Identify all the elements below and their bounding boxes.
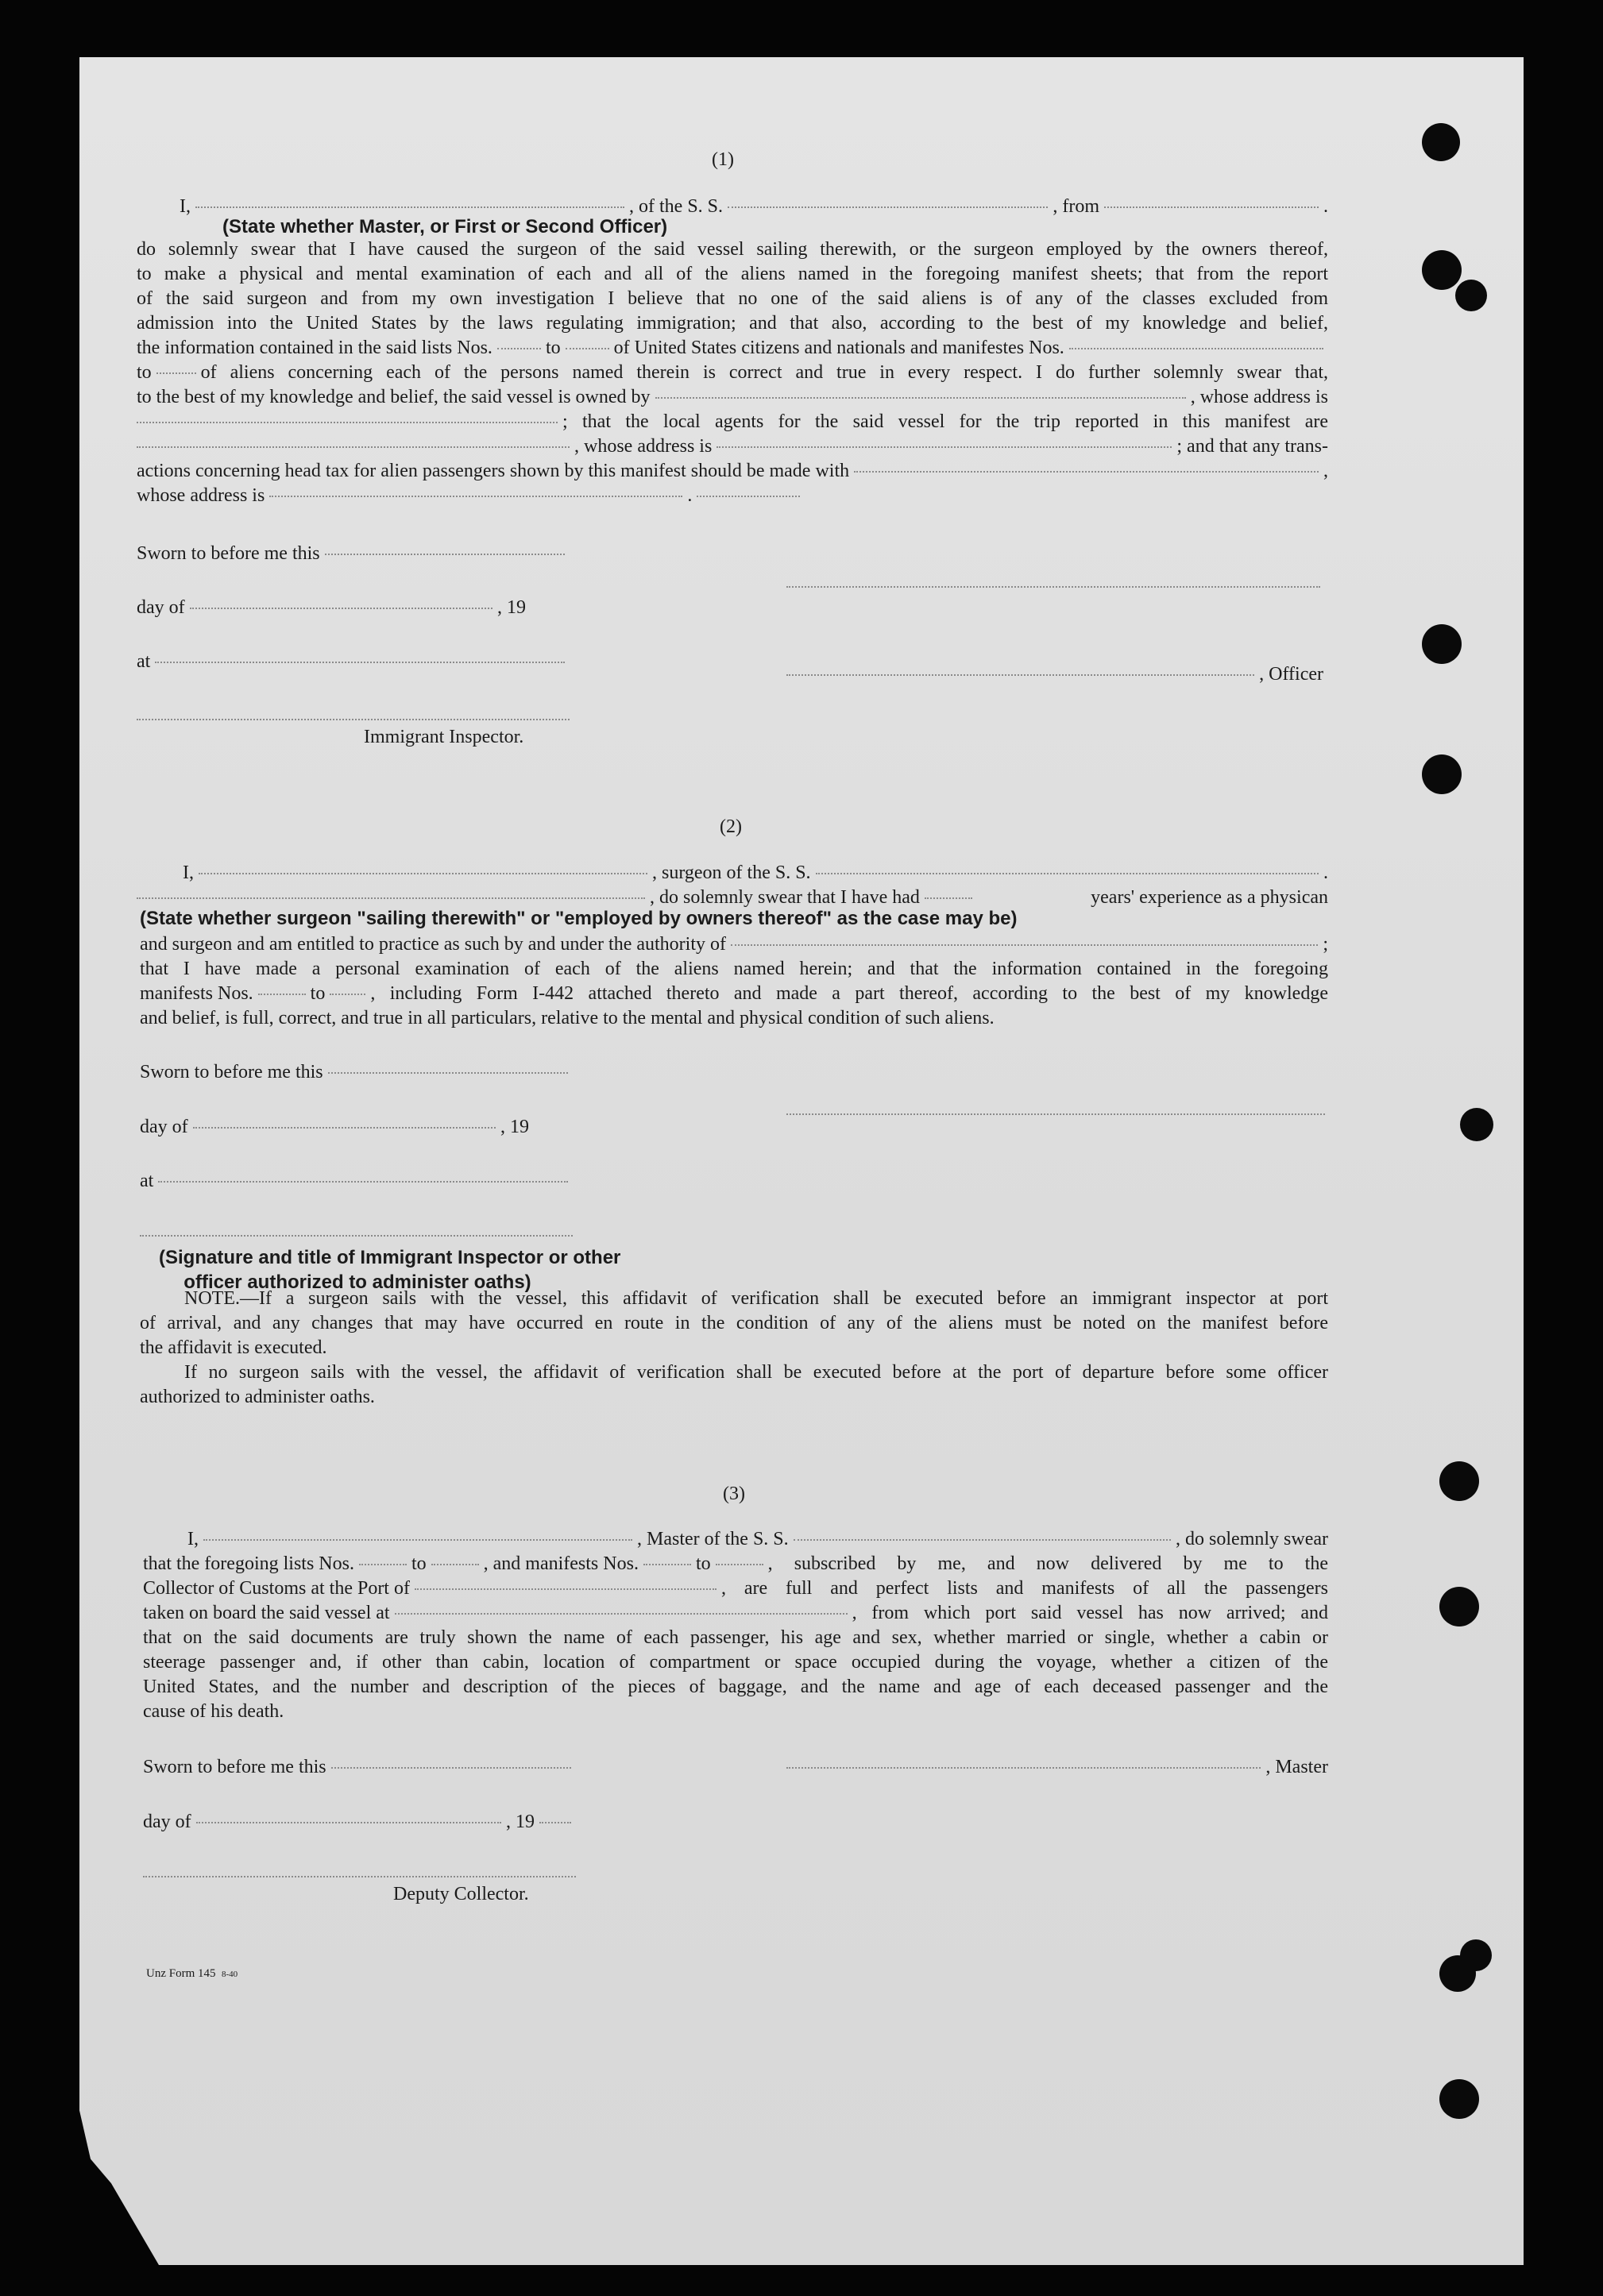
years-experience-field[interactable] [925,897,972,899]
surgeon-experience-line: , do solemnly swear that I have had years' experience as a physican [137,886,1328,910]
master-manifests-to-field[interactable] [716,1564,763,1565]
month-field[interactable] [196,1822,501,1823]
officer-note: (State whether Master, or First or Second Officer) [222,216,668,237]
from-label: , from [1053,196,1099,217]
form-id: Unz Form 145 8-40 [146,1967,238,1980]
port-of-field[interactable] [415,1588,717,1590]
punch-hole [1422,754,1462,794]
master-manifests-from-field[interactable] [643,1564,691,1565]
place-field[interactable] [158,1181,568,1183]
signature-line[interactable] [786,1113,1325,1115]
inspector-caption: Immigrant Inspector. [364,727,524,747]
surgeon-manifest-to-field[interactable] [330,994,365,995]
sworn-line: Sworn to before me this [143,1755,576,1780]
punch-hole [1439,1461,1479,1501]
month-field[interactable] [193,1127,496,1129]
punch-hole [1439,2079,1479,2119]
head-tax-contact-field[interactable] [854,471,1319,473]
punch-hole [1439,1587,1479,1626]
punch-hole [1422,123,1460,161]
manifests-to-field[interactable] [156,372,196,374]
of-ss-label: , of the S. S. [629,196,724,217]
sworn-day-field[interactable] [331,1767,571,1769]
owner-address-field[interactable] [137,422,558,423]
sworn-day-field[interactable] [325,554,565,555]
punch-hole [1422,250,1462,290]
day-of-line: day of , 19 [140,1117,529,1137]
signature-line[interactable] [786,586,1320,588]
punch-hole [1455,280,1487,311]
master-signature-line: , Master [786,1755,1328,1780]
note-paragraph: NOTE.—If a surgeon sails with the vessel, this affidavit of verification shall be executed before an immigrant inspector at port of arrival, and any changes that may have occurred en route in the condition of any of the aliens must be noted on the manifest before the affidavit is executed. If no surgeon sails with the vessel, the affidavit of verification shall be executed before at the port of departure before some officer authorized to administer oaths. [140,1288,1328,1407]
officer-signature-line: , Officer [786,662,1323,687]
sworn-line: Sworn to before me this [137,542,570,566]
officer-title-field[interactable] [195,206,624,208]
deputy-signature-line[interactable] [143,1876,576,1877]
deputy-caption: Deputy Collector. [393,1884,529,1904]
lists-to-field[interactable] [566,348,609,349]
manifests-from-field[interactable] [1069,348,1323,349]
day-of-line: day of , 19 [137,597,526,618]
month-field[interactable] [190,608,492,609]
surgeon-status-field[interactable] [137,897,645,899]
surgeon-line: I, , surgeon of the S. S. . [183,862,1328,883]
lists-from-field[interactable] [497,348,541,349]
head-tax-address-field[interactable] [269,496,682,497]
authority-field[interactable] [731,944,1318,946]
owner-field[interactable] [655,397,1186,399]
day-of-line: day of , 19 [143,1810,576,1835]
punch-hole [1422,624,1462,664]
surgeon-name-field[interactable] [199,873,647,874]
section2-paragraph: and surgeon and am entitled to practice as such by and under the authority of ; that I have made a personal examination of each of the aliens named herein; and that the information contained in the foregoing manifests Nos. to , including Form I-442 attached thereto and made a part thereof, according to the best of my knowledge and belief, is full, correct, and true in all particulars, relative to the mental and physical condition of such aliens. [140,934,1328,1028]
section1-paragraph: do solemnly swear that I have caused the surgeon of the said vessel sailing therewith, or the surgeon employed by the owners thereof, to make a physical and mental examination of each and all of the aliens named in the foregoing manifest sheets; that from the report of the said surgeon and from my own investigation I believe that no one of the said aliens is of any of the classes excluded from admission into the United States by the laws regulating immigration; and that also, according to the best of my knowledge and belief, the information contained in the said lists Nos. to of United States citizens and nationals and manifestes Nos. to of aliens concerning each of the persons named therein is correct and true in every respect. I do further solemnly swear that, to the best of my knowledge and belief, the said vessel is owned by , whose address is ; that the local agents for the said vessel for the trip reported in this manifest are , whose address is ; and that any trans- actions concerning head tax for alien passengers shown by this manifest should be made with , whose address is . [137,239,1328,506]
pronoun: I, [180,196,191,217]
section-number: (2) [720,816,742,837]
inspector-signature-line[interactable] [137,719,570,720]
from-port-field[interactable] [1104,206,1319,208]
sworn-day-field[interactable] [328,1072,568,1074]
surgeon-manifest-from-field[interactable] [258,994,306,995]
sworn-line: Sworn to before me this [140,1060,573,1085]
surgeon-vessel-field[interactable] [816,873,1319,874]
section-number: (3) [723,1484,745,1504]
signature-note: (Signature and title of Immigrant Inspector or other officer authorized to administer oaths) [159,1247,621,1293]
at-line: at [137,650,570,674]
boarding-port-field[interactable] [395,1613,848,1615]
agents-address-field[interactable] [717,446,1172,448]
vessel-name-field[interactable] [728,206,1048,208]
master-vessel-field[interactable] [794,1539,1171,1541]
master-signature-field[interactable] [786,1767,1261,1769]
master-lists-to-field[interactable] [431,1564,479,1565]
inspector-signature-line[interactable] [140,1235,573,1237]
agents-field[interactable] [137,446,570,448]
section3-paragraph: I, , Master of the S. S. , do solemnly swear that the foregoing lists Nos. to , and manifests Nos. to , subscribed by me, and now delivered by me to the Collector of Customs at the Port of , are full and perfect lists and manifests of all the passengers taken on board the said vessel at , from which port said vessel has now arrived; and that on the said documents are truly shown the name of each passenger, his age and sex, whether married or single, whether a cabin or steerage passenger and, if other than cabin, location of compartment or space occupied during the voyage, whether a citizen of the United States, and the number and description of the pieces of baggage, and the name and age of each deceased passenger and the cause of his death. [143,1529,1328,1722]
master-lists-from-field[interactable] [359,1564,407,1565]
punch-hole [1460,1939,1492,1971]
place-field[interactable] [155,662,565,663]
section-number: (1) [712,149,734,170]
surgeon-note: (State whether surgeon "sailing therewith" or "employed by owners thereof" as the case may be) [140,908,1018,929]
at-line: at [140,1169,573,1194]
line-end: . [1323,196,1328,217]
punch-hole [1460,1108,1493,1141]
officer-signature-field[interactable] [786,674,1254,676]
master-name-field[interactable] [203,1539,632,1541]
